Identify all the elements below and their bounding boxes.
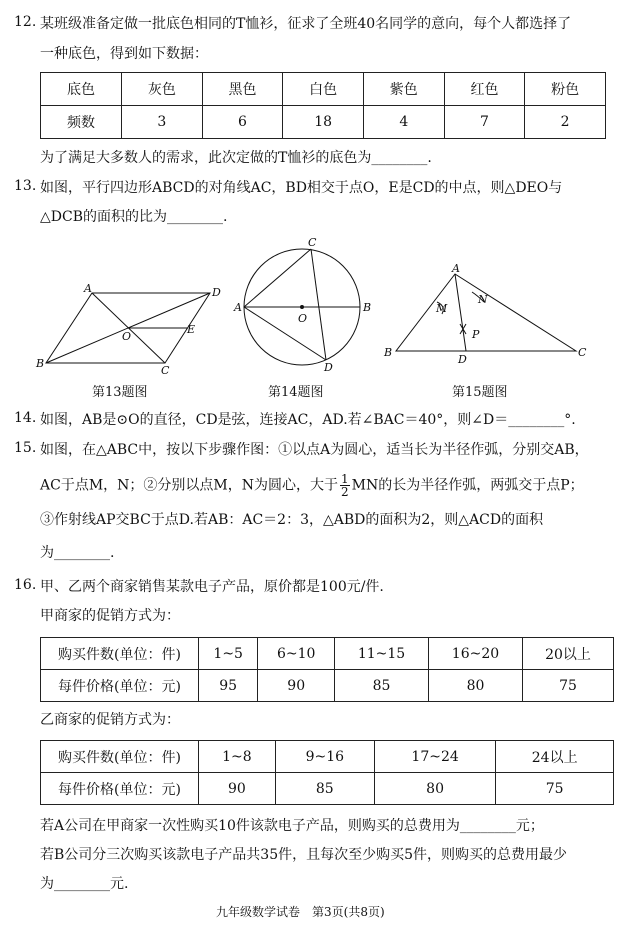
- q16-text-line-c: 为________元.: [40, 876, 129, 892]
- fig14-center-dot: [300, 305, 304, 309]
- q12-count-cell: 2: [525, 106, 606, 139]
- q12-number: 12.: [14, 14, 37, 30]
- jia-price-cell: 95: [199, 670, 258, 702]
- fig13-label: O: [122, 330, 132, 343]
- jia-range-cell: 6~10: [258, 638, 335, 670]
- jia-price-cell: 80: [429, 670, 523, 702]
- fraction-numerator: 1: [341, 472, 349, 486]
- q13-text-line1: 如图，平行四边形ABCD的对角线AC，BD相交于点O，E是CD的中点，则△DEO与: [40, 180, 563, 196]
- q12-count-cell: 7: [444, 106, 525, 139]
- q15-line2-part2: MN的长为半径作弧，两弧交于点P；: [351, 477, 584, 494]
- figure-13-caption: 第13题图: [92, 385, 148, 400]
- q12-count-cell: 18: [283, 106, 364, 139]
- yi-range-cell: 9~16: [275, 741, 374, 773]
- fig13-label: C: [161, 364, 170, 377]
- q12-count-cell: 6: [202, 106, 283, 139]
- jia-range-cell: 1~5: [199, 638, 258, 670]
- q12-color-cell: 灰色: [122, 73, 203, 106]
- q15-number: 15.: [14, 440, 37, 456]
- figure-15-triangle: [380, 262, 592, 372]
- yi-price-cell: 85: [275, 773, 374, 805]
- q12-count-cell: 4: [363, 106, 444, 139]
- fig14-label: O: [298, 312, 308, 325]
- jia-range-cell: 20以上: [522, 638, 613, 670]
- fig13-label: A: [84, 282, 92, 295]
- q12-question: 为了满足大多数人的需求，此次定做的T恤衫的底色为________.: [40, 150, 432, 166]
- q15-text-line1: 如图，在△ABC中，按以下步骤作图：①以点A为圆心，适当长为半径作弧，分别交AB，: [40, 442, 589, 458]
- q15-text-line4: 为________.: [40, 545, 115, 561]
- q12-count-cell: 3: [122, 106, 203, 139]
- q15-text-line2: [40, 473, 584, 498]
- q16-text-line-a: 若A公司在甲商家一次性购买10件该款电子产品，则购买的总费用为________元；: [40, 818, 544, 834]
- fig15-label: P: [472, 328, 480, 341]
- yi-price-cell: 75: [496, 773, 614, 805]
- q15-text-line3: ③作射线AP交BC于点D.若AB：AC＝2：3，△ABD的面积为2，则△ACD的面积: [40, 512, 544, 528]
- q12-text-line1: 某班级准备定做一批底色相同的T恤衫，征求了全班40名同学的意向，每个人都选择了: [40, 16, 572, 32]
- jia-price-cell: 85: [335, 670, 429, 702]
- figure-15-caption: 第15题图: [452, 385, 508, 400]
- q12-color-cell: 粉色: [525, 73, 606, 106]
- fig13-label: B: [36, 357, 45, 370]
- fig13-label: E: [187, 323, 196, 336]
- yi-price-cell: 80: [374, 773, 495, 805]
- q13-text-line2: △DCB的面积的比为________.: [40, 209, 228, 225]
- yi-row2-label: 每件价格(单位：元): [41, 773, 199, 805]
- q12-color-cell: 黑色: [202, 73, 283, 106]
- jia-title: 甲商家的促销方式为：: [40, 608, 180, 624]
- q12-text-line2: 一种底色，得到如下数据：: [40, 46, 208, 62]
- fig15-label: M: [436, 302, 448, 315]
- one-half-fraction: [340, 473, 350, 498]
- q12-color-cell: 红色: [444, 73, 525, 106]
- q15-line2-part1: AC于点M，N；②分别以点M，N为圆心，大于: [40, 477, 338, 494]
- yi-price-table: [40, 740, 614, 805]
- fig15-label: B: [384, 346, 393, 359]
- jia-range-cell: 16~20: [429, 638, 523, 670]
- yi-row1-label: 购买件数(单位：件): [41, 741, 199, 773]
- page-footer: 九年级数学试卷 第3页(共8页): [216, 905, 385, 919]
- yi-range-cell: 1~8: [199, 741, 276, 773]
- q13-number: 13.: [14, 178, 37, 194]
- q12-color-cell: 白色: [283, 73, 364, 106]
- fig14-label: B: [363, 301, 372, 314]
- q14-number: 14.: [14, 410, 37, 426]
- jia-row2-label: 每件价格(单位：元): [41, 670, 199, 702]
- fraction-denominator: 2: [341, 485, 349, 499]
- yi-range-cell: 24以上: [496, 741, 614, 773]
- figure-13-parallelogram: [30, 280, 230, 380]
- jia-range-cell: 11~15: [335, 638, 429, 670]
- yi-range-cell: 17~24: [374, 741, 495, 773]
- fig13-label: D: [212, 286, 221, 299]
- yi-title: 乙商家的促销方式为：: [40, 712, 180, 728]
- fig14-label: D: [324, 361, 333, 372]
- fig14-label: A: [234, 301, 242, 314]
- q12-row-label: 频数: [41, 106, 122, 139]
- q16-text-line-b: 若B公司分三次购买该款电子产品共35件，且每次至少购买5件，则购买的总费用最少: [40, 847, 568, 863]
- jia-price-table: [40, 637, 614, 702]
- fig15-label: N: [478, 293, 488, 306]
- jia-price-cell: 90: [258, 670, 335, 702]
- q12-color-table: [40, 72, 606, 139]
- q12-color-cell: 紫色: [363, 73, 444, 106]
- jia-row1-label: 购买件数(单位：件): [41, 638, 199, 670]
- q12-header-label: 底色: [41, 73, 122, 106]
- jia-price-cell: 75: [522, 670, 613, 702]
- fig15-label: C: [578, 346, 587, 359]
- q16-number: 16.: [14, 577, 37, 593]
- fig15-label: A: [452, 262, 460, 275]
- yi-price-cell: 90: [199, 773, 276, 805]
- figure-14-caption: 第14题图: [268, 385, 324, 400]
- fig14-label: C: [308, 236, 317, 249]
- q16-text-line1: 甲、乙两个商家销售某款电子产品，原价都是100元/件.: [40, 579, 384, 595]
- q14-text-line1: 如图，AB是⊙O的直径，CD是弦，连接AC，AD.若∠BAC＝40°，则∠D＝________°.: [40, 412, 576, 428]
- figure-14-circle: [232, 232, 382, 372]
- fig15-label: D: [458, 353, 467, 366]
